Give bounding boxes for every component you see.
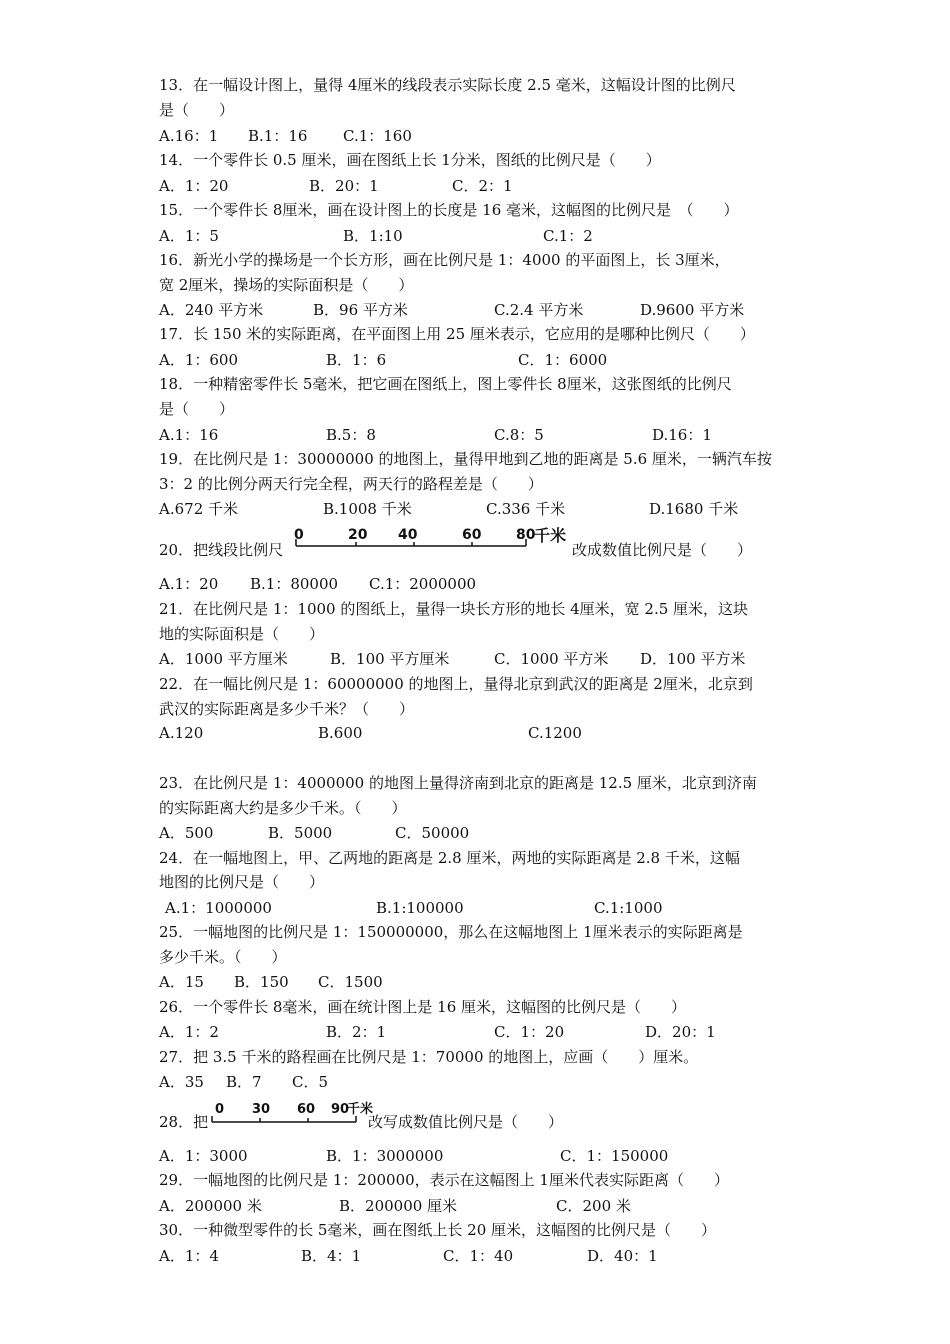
q21-option-b: B．100 平方厘米 — [330, 650, 450, 668]
q13-option-a: A.16：1 — [159, 127, 219, 145]
q19-option-a: A.672 千米 — [159, 500, 238, 518]
q24-option-b: B.1:100000 — [376, 899, 464, 917]
q16-option-c: C.2.4 平方米 — [494, 301, 584, 319]
q29-stem: 29．一幅地图的比例尺是 1：200000，表示在这幅图上 1厘米代表实际距离（ ） — [159, 1171, 729, 1189]
q19-stem-line1: 19．在比例尺是 1：30000000 的地图上，量得甲地到乙地的距离是 5.6 厘米，一辆汽车按 — [159, 450, 772, 468]
q20-scale-label: 60 — [462, 527, 482, 543]
q21-stem-line1: 21．在比例尺是 1：1000 的图纸上，量得一块长方形的地长 4厘米，宽 2.5 厘米，这块 — [159, 600, 749, 618]
q13-option-c: C.1：160 — [343, 127, 412, 145]
q24-stem-line1: 24．在一幅地图上，甲、乙两地的距离是 2.8 厘米，两地的实际距离是 2.8 千米，这幅 — [159, 849, 740, 867]
q23-stem-line1: 23．在比例尺是 1：4000000 的地图上量得济南到北京的距离是 12.5 厘米，北京到济南 — [159, 774, 757, 792]
q14-option-a: A．1：20 — [159, 177, 229, 195]
q20-stem-prefix: 20．把线段比例尺 — [159, 541, 284, 559]
q30-option-b: B．4：1 — [301, 1247, 362, 1265]
q24-option-a: A.1：1000000 — [165, 899, 272, 917]
q15-stem: 15．一个零件长 8厘米，画在设计图上的长度是 16 毫米，这幅图的比例尺是 （ ） — [159, 201, 739, 219]
q28-option-a: A．1：3000 — [159, 1147, 248, 1165]
q25-option-a: A．15 — [159, 973, 204, 991]
q26-option-a: A．1：2 — [159, 1023, 219, 1041]
q23-option-a: A．500 — [159, 824, 214, 842]
q17-option-b: B．1：6 — [326, 351, 387, 369]
q21-option-c: C．1000 平方米 — [494, 650, 609, 668]
q20-scale-label: 20 — [348, 527, 368, 543]
q22-option-c: C.1200 — [528, 724, 582, 742]
q26-stem: 26．一个零件长 8毫米，画在统计图上是 16 厘米，这幅图的比例尺是（ ） — [159, 998, 687, 1016]
q17-option-c: C．1：6000 — [518, 351, 608, 369]
q15-option-c: C.1：2 — [543, 227, 593, 245]
q16-option-b: B．96 平方米 — [313, 301, 408, 319]
q15-option-b: B．1:10 — [343, 227, 403, 245]
q28-option-b: B．1：3000000 — [326, 1147, 444, 1165]
q20-scale-label: 0 — [294, 527, 304, 543]
q13-stem-line1: 13．在一幅设计图上，量得 4厘米的线段表示实际长度 2.5 毫米，这幅设计图的比例尺 — [159, 76, 736, 94]
q22-stem-line1: 22．在一幅比例尺是 1：60000000 的地图上，量得北京到武汉的距离是 2厘米，北京到 — [159, 675, 753, 693]
q23-option-b: B．5000 — [268, 824, 333, 842]
q14-stem: 14．一个零件长 0.5 厘米，画在图纸上长 1分米，图纸的比例尺是（ ） — [159, 151, 661, 169]
q19-stem-line2: 3：2 的比例分两天行完全程，两天行的路程差是（ ） — [159, 475, 543, 493]
q27-option-c: C．5 — [292, 1073, 329, 1091]
q29-option-a: A．200000 米 — [159, 1197, 262, 1215]
q28-option-c: C．1：150000 — [560, 1147, 669, 1165]
q22-option-a: A.120 — [159, 724, 204, 742]
q28-scale-label: 30 — [252, 1102, 271, 1117]
q25-option-b: B．150 — [234, 973, 289, 991]
q17-stem: 17．长 150 米的实际距离，在平面图上用 25 厘米表示，它应用的是哪种比例尺（ ） — [159, 325, 755, 343]
q17-option-a: A．1：600 — [159, 351, 239, 369]
q16-stem-line1: 16．新光小学的操场是一个长方形，画在比例尺是 1：4000 的平面图上，长 3厘米， — [159, 251, 730, 269]
q24-stem-line2: 地图的比例尺是（ ） — [159, 873, 325, 891]
q26-option-b: B．2：1 — [326, 1023, 387, 1041]
q28-scale-label: 60 — [297, 1102, 316, 1117]
q16-stem-line2: 宽 2厘米，操场的实际面积是（ ） — [159, 276, 414, 294]
q21-stem-line2: 地的实际面积是（ ） — [159, 625, 325, 643]
q28-scale-label: 0 — [215, 1102, 225, 1117]
q16-option-d: D.9600 平方米 — [640, 301, 745, 319]
q21-option-a: A．1000 平方厘米 — [159, 650, 288, 668]
q15-option-a: A．1：5 — [159, 227, 219, 245]
q27-option-b: B．7 — [226, 1073, 262, 1091]
q16-option-a: A．240 平方米 — [159, 301, 264, 319]
q19-option-d: D.1680 千米 — [649, 500, 739, 518]
q19-option-b: B.1008 千米 — [323, 500, 412, 518]
q28-scale-label: 90 — [331, 1102, 350, 1117]
q20-stem-suffix: 改成数值比例尺是（ ） — [572, 541, 753, 559]
q18-option-c: C.8：5 — [494, 426, 544, 444]
q30-stem: 30．一种微型零件的长 5毫米，画在图纸上长 20 厘米，这幅图的比例尺是（ ） — [159, 1221, 717, 1239]
q28-scale-unit: 千米 — [347, 1102, 374, 1117]
q20-option-a: A.1：20 — [159, 575, 219, 593]
q28-stem-suffix: 改写成数值比例尺是（ ） — [368, 1113, 564, 1131]
q22-option-b: B.600 — [318, 724, 363, 742]
q22-stem-line2: 武汉的实际距离是多少千米？（ ） — [159, 700, 415, 718]
q20-scale-label: 80 — [516, 527, 536, 543]
q28-stem-prefix: 28．把 — [159, 1113, 209, 1131]
q29-option-c: C．200 米 — [556, 1197, 631, 1215]
q18-option-d: D.16：1 — [652, 426, 712, 444]
q18-stem-line2: 是（ ） — [159, 400, 235, 418]
q26-option-d: D．20：1 — [645, 1023, 716, 1041]
q27-stem: 27．把 3.5 千米的路程画在比例尺是 1：70000 的地图上，应画（ ）厘米。 — [159, 1048, 699, 1066]
q25-stem-line1: 25．一幅地图的比例尺是 1：150000000，那么在这幅地图上 1厘米表示的实际距离是 — [159, 923, 743, 941]
q30-option-a: A．1：4 — [159, 1247, 219, 1265]
q25-option-c: C．1500 — [318, 973, 383, 991]
q20-option-b: B.1：80000 — [250, 575, 339, 593]
q24-option-c: C.1:1000 — [594, 899, 663, 917]
q13-stem-line2: 是（ ） — [159, 101, 235, 119]
q26-option-c: C．1：20 — [494, 1023, 565, 1041]
q29-option-b: B．200000 厘米 — [339, 1197, 458, 1215]
q30-option-c: C．1：40 — [443, 1247, 514, 1265]
q18-option-b: B.5：8 — [326, 426, 376, 444]
q20-scale-label: 40 — [398, 527, 418, 543]
q25-stem-line2: 多少千米。（ ） — [159, 948, 287, 966]
q18-option-a: A.1：16 — [159, 426, 219, 444]
q14-option-c: C．2：1 — [452, 177, 513, 195]
q14-option-b: B．20：1 — [309, 177, 379, 195]
q20-option-c: C.1：2000000 — [369, 575, 477, 593]
q18-stem-line1: 18．一种精密零件长 5毫米，把它画在图纸上，图上零件长 8厘米，这张图纸的比例尺 — [159, 375, 732, 393]
q13-option-b: B.1：16 — [248, 127, 308, 145]
q23-option-c: C．50000 — [395, 824, 470, 842]
q20-scale-unit: 千米 — [534, 526, 567, 545]
q27-option-a: A．35 — [159, 1073, 204, 1091]
q23-stem-line2: 的实际距离大约是多少千米。（ ） — [159, 799, 407, 817]
q19-option-c: C.336 千米 — [486, 500, 566, 518]
q28-line-scale — [208, 1098, 383, 1128]
q30-option-d: D．40：1 — [587, 1247, 658, 1265]
q21-option-d: D．100 平方米 — [640, 650, 746, 668]
q20-line-scale — [290, 524, 575, 554]
